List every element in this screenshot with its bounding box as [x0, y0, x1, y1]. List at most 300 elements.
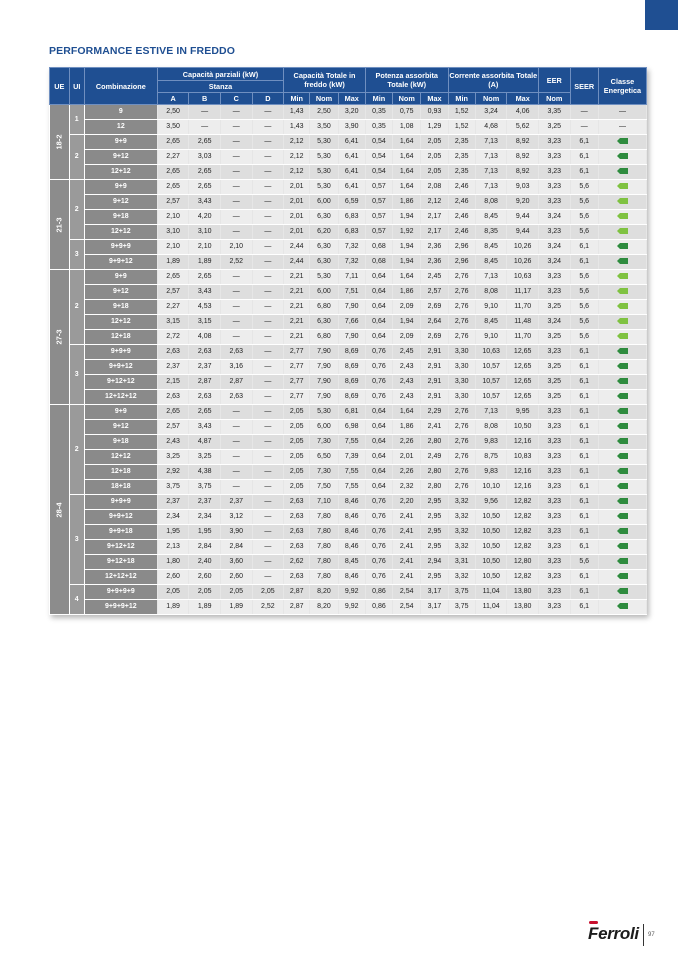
- value-cell: 1,08: [393, 120, 421, 135]
- energy-class-cell: [598, 285, 646, 300]
- value-cell: 6,1: [570, 420, 598, 435]
- table-row: [50, 480, 647, 495]
- combination-cell: 9+9: [84, 270, 157, 285]
- table-row: [50, 600, 647, 615]
- value-cell: 2,43: [393, 390, 421, 405]
- header-corr-max: Max: [507, 93, 539, 105]
- ue-model-label: 27-3: [54, 329, 64, 345]
- energy-class-badge-icon: [617, 168, 628, 174]
- value-cell: 2,05: [284, 450, 310, 465]
- energy-class-badge-icon: [617, 198, 628, 204]
- energy-class-badge-icon: [617, 483, 628, 489]
- value-cell: 13,80: [507, 585, 539, 600]
- value-cell: 4,20: [189, 210, 221, 225]
- performance-table-container: [49, 67, 647, 615]
- value-cell: 2,65: [157, 405, 189, 420]
- value-cell: 2,54: [393, 600, 421, 615]
- header-room-c: C: [220, 93, 252, 105]
- value-cell: 3,12: [220, 510, 252, 525]
- header-pot-nom: Nom: [393, 93, 421, 105]
- value-cell: —: [252, 495, 284, 510]
- value-cell: 6,50: [310, 450, 338, 465]
- energy-class-badge-icon: [617, 288, 628, 294]
- header-seer: SEER: [570, 68, 598, 105]
- value-cell: 3,23: [538, 585, 570, 600]
- value-cell: 8,45: [475, 255, 507, 270]
- value-cell: 2,50: [310, 105, 338, 120]
- value-cell: 9,95: [507, 405, 539, 420]
- value-cell: 0,64: [365, 405, 392, 420]
- value-cell: 3,90: [338, 120, 365, 135]
- value-cell: 2,76: [448, 270, 475, 285]
- energy-class-badge-icon: [617, 468, 628, 474]
- value-cell: 0,57: [365, 195, 392, 210]
- footer-separator: [643, 924, 644, 946]
- value-cell: 7,90: [310, 345, 338, 360]
- value-cell: 10,50: [475, 570, 507, 585]
- value-cell: 6,30: [310, 255, 338, 270]
- energy-class-badge-icon: [617, 513, 628, 519]
- value-cell: 0,64: [365, 285, 392, 300]
- header-cap-min: Min: [284, 93, 310, 105]
- value-cell: 2,27: [157, 150, 189, 165]
- value-cell: 7,10: [310, 495, 338, 510]
- value-cell: 0,64: [365, 450, 392, 465]
- value-cell: —: [220, 210, 252, 225]
- ui-count-cell: 1: [69, 105, 84, 135]
- header-pot-min: Min: [365, 93, 392, 105]
- value-cell: 7,55: [338, 480, 365, 495]
- value-cell: 2,34: [157, 510, 189, 525]
- value-cell: 1,43: [284, 105, 310, 120]
- value-cell: 2,87: [189, 375, 221, 390]
- header-potenza-assorbita: Potenza assorbita Totale (kW): [365, 68, 448, 93]
- value-cell: 12,82: [507, 495, 539, 510]
- value-cell: 2,63: [284, 510, 310, 525]
- energy-class-cell: [598, 495, 646, 510]
- value-cell: 2,37: [157, 495, 189, 510]
- value-cell: 7,51: [338, 285, 365, 300]
- table-row: [50, 510, 647, 525]
- value-cell: 11,04: [475, 600, 507, 615]
- value-cell: 2,45: [421, 270, 448, 285]
- value-cell: 0,57: [365, 210, 392, 225]
- value-cell: 8,45: [475, 240, 507, 255]
- value-cell: 7,55: [338, 435, 365, 450]
- value-cell: 1,95: [157, 525, 189, 540]
- value-cell: 2,21: [284, 285, 310, 300]
- value-cell: 2,57: [157, 420, 189, 435]
- value-cell: 3,23: [538, 150, 570, 165]
- table-row: [50, 435, 647, 450]
- value-cell: 2,17: [421, 210, 448, 225]
- value-cell: —: [252, 570, 284, 585]
- value-cell: —: [220, 120, 252, 135]
- value-cell: 3,25: [538, 360, 570, 375]
- value-cell: 6,1: [570, 600, 598, 615]
- value-cell: 3,25: [538, 390, 570, 405]
- value-cell: 12,65: [507, 360, 539, 375]
- header-corrente-assorbita: Corrente assorbita Totale (A): [448, 68, 538, 93]
- value-cell: —: [252, 465, 284, 480]
- value-cell: 5,30: [310, 165, 338, 180]
- value-cell: 0,64: [365, 420, 392, 435]
- value-cell: 2,05: [284, 420, 310, 435]
- value-cell: 2,87: [220, 375, 252, 390]
- value-cell: 0,54: [365, 150, 392, 165]
- value-cell: 0,76: [365, 525, 392, 540]
- value-cell: 3,43: [189, 195, 221, 210]
- value-cell: 2,76: [448, 465, 475, 480]
- energy-class-cell: [598, 405, 646, 420]
- value-cell: 0,64: [365, 300, 392, 315]
- combination-cell: 9+12: [84, 150, 157, 165]
- value-cell: 1,89: [220, 600, 252, 615]
- energy-class-badge-icon: [617, 573, 628, 579]
- value-cell: —: [252, 285, 284, 300]
- value-cell: 2,13: [157, 540, 189, 555]
- value-cell: 10,63: [475, 345, 507, 360]
- value-cell: 0,76: [365, 510, 392, 525]
- value-cell: 2,60: [157, 570, 189, 585]
- value-cell: 6,00: [310, 195, 338, 210]
- energy-class-cell: [598, 510, 646, 525]
- value-cell: 9,92: [338, 600, 365, 615]
- energy-class-badge-icon: [617, 228, 628, 234]
- value-cell: 6,00: [310, 420, 338, 435]
- energy-class-cell: [598, 270, 646, 285]
- energy-class-badge-icon: [617, 528, 628, 534]
- value-cell: 12,65: [507, 390, 539, 405]
- value-cell: 2,64: [421, 315, 448, 330]
- value-cell: 0,76: [365, 345, 392, 360]
- table-row: [50, 105, 647, 120]
- value-cell: 3,23: [538, 270, 570, 285]
- combination-cell: 12+12+12: [84, 390, 157, 405]
- value-cell: —: [189, 120, 221, 135]
- value-cell: 1,64: [393, 150, 421, 165]
- energy-class-cell: [598, 480, 646, 495]
- table-row: [50, 270, 647, 285]
- value-cell: 2,05: [284, 435, 310, 450]
- value-cell: 7,90: [310, 375, 338, 390]
- value-cell: 7,13: [475, 180, 507, 195]
- value-cell: 6,1: [570, 465, 598, 480]
- value-cell: 12,82: [507, 570, 539, 585]
- energy-class-cell: [598, 195, 646, 210]
- value-cell: 2,63: [284, 495, 310, 510]
- value-cell: 2,43: [157, 435, 189, 450]
- value-cell: 6,41: [338, 135, 365, 150]
- value-cell: 2,96: [448, 255, 475, 270]
- header-pot-max: Max: [421, 93, 448, 105]
- value-cell: 3,10: [157, 225, 189, 240]
- value-cell: 3,23: [538, 555, 570, 570]
- value-cell: 3,75: [448, 600, 475, 615]
- value-cell: 1,64: [393, 135, 421, 150]
- value-cell: 10,57: [475, 390, 507, 405]
- value-cell: 12,82: [507, 540, 539, 555]
- value-cell: 2,21: [284, 300, 310, 315]
- value-cell: 6,1: [570, 150, 598, 165]
- value-cell: 2,72: [157, 330, 189, 345]
- value-cell: 2,65: [189, 180, 221, 195]
- value-cell: 2,84: [220, 540, 252, 555]
- energy-class-cell: [598, 165, 646, 180]
- value-cell: 1,86: [393, 195, 421, 210]
- value-cell: 6,30: [310, 315, 338, 330]
- value-cell: 2,46: [448, 210, 475, 225]
- value-cell: 8,75: [475, 450, 507, 465]
- value-cell: 6,30: [310, 240, 338, 255]
- combination-cell: 9+12+12: [84, 375, 157, 390]
- energy-class-badge-icon: [617, 333, 628, 339]
- energy-class-cell: [598, 210, 646, 225]
- value-cell: 8,45: [338, 555, 365, 570]
- value-cell: 1,89: [157, 255, 189, 270]
- value-cell: 3,17: [421, 600, 448, 615]
- value-cell: 11,04: [475, 585, 507, 600]
- value-cell: 0,76: [365, 360, 392, 375]
- value-cell: 1,64: [393, 270, 421, 285]
- corner-tab: [645, 0, 678, 30]
- value-cell: 0,93: [421, 105, 448, 120]
- value-cell: 2,63: [157, 345, 189, 360]
- ui-count-cell: 2: [69, 405, 84, 495]
- value-cell: 1,95: [189, 525, 221, 540]
- value-cell: 3,23: [538, 345, 570, 360]
- value-cell: 2,62: [284, 555, 310, 570]
- value-cell: 6,41: [338, 165, 365, 180]
- value-cell: 3,10: [189, 225, 221, 240]
- value-cell: 2,43: [393, 360, 421, 375]
- energy-class-cell: [598, 600, 646, 615]
- combination-cell: 9+9+12: [84, 255, 157, 270]
- table-row: [50, 375, 647, 390]
- energy-class-cell: [598, 300, 646, 315]
- value-cell: 6,1: [570, 495, 598, 510]
- value-cell: —: [220, 165, 252, 180]
- value-cell: —: [220, 330, 252, 345]
- combination-cell: 12+12+12: [84, 570, 157, 585]
- value-cell: —: [252, 360, 284, 375]
- value-cell: 2,20: [393, 495, 421, 510]
- value-cell: 3,90: [220, 525, 252, 540]
- value-cell: 6,1: [570, 360, 598, 375]
- value-cell: 3,15: [157, 315, 189, 330]
- energy-class-badge-icon: [617, 438, 628, 444]
- value-cell: 0,64: [365, 435, 392, 450]
- value-cell: 6,1: [570, 135, 598, 150]
- value-cell: 2,84: [189, 540, 221, 555]
- value-cell: 3,75: [189, 480, 221, 495]
- value-cell: 2,63: [284, 570, 310, 585]
- value-cell: —: [252, 375, 284, 390]
- value-cell: 10,50: [475, 525, 507, 540]
- table-row: [50, 465, 647, 480]
- value-cell: 4,53: [189, 300, 221, 315]
- value-cell: 0,64: [365, 465, 392, 480]
- energy-class-badge-icon: [617, 273, 628, 279]
- energy-class-cell: [598, 525, 646, 540]
- value-cell: 2,44: [284, 255, 310, 270]
- value-cell: 2,34: [189, 510, 221, 525]
- value-cell: 2,52: [252, 600, 284, 615]
- value-cell: 9,03: [507, 180, 539, 195]
- value-cell: —: [220, 225, 252, 240]
- value-cell: 3,32: [448, 495, 475, 510]
- value-cell: 5,6: [570, 330, 598, 345]
- value-cell: —: [252, 180, 284, 195]
- value-cell: 10,26: [507, 255, 539, 270]
- value-cell: 6,1: [570, 570, 598, 585]
- value-cell: 3,25: [157, 450, 189, 465]
- value-cell: 0,57: [365, 180, 392, 195]
- value-cell: —: [252, 450, 284, 465]
- value-cell: 8,46: [338, 570, 365, 585]
- value-cell: 1,94: [393, 255, 421, 270]
- combination-cell: 9+12+18: [84, 555, 157, 570]
- energy-class-cell: [598, 360, 646, 375]
- table-row: [50, 120, 647, 135]
- value-cell: —: [220, 105, 252, 120]
- value-cell: 2,41: [393, 525, 421, 540]
- combination-cell: 12+18: [84, 465, 157, 480]
- value-cell: 1,64: [393, 165, 421, 180]
- value-cell: 1,52: [448, 120, 475, 135]
- value-cell: 8,35: [475, 225, 507, 240]
- value-cell: 3,23: [538, 195, 570, 210]
- value-cell: 9,56: [475, 495, 507, 510]
- value-cell: 2,26: [393, 465, 421, 480]
- value-cell: 0,64: [365, 270, 392, 285]
- value-cell: 5,30: [310, 405, 338, 420]
- value-cell: 2,65: [189, 405, 221, 420]
- value-cell: 8,69: [338, 360, 365, 375]
- table-row: [50, 195, 647, 210]
- value-cell: 5,6: [570, 315, 598, 330]
- value-cell: 2,57: [421, 285, 448, 300]
- table-row: [50, 300, 647, 315]
- value-cell: 8,08: [475, 420, 507, 435]
- value-cell: 2,76: [448, 405, 475, 420]
- value-cell: —: [220, 315, 252, 330]
- value-cell: 2,76: [448, 450, 475, 465]
- value-cell: 3,75: [157, 480, 189, 495]
- value-cell: 2,21: [284, 330, 310, 345]
- header-combinazione: Combinazione: [84, 68, 157, 105]
- value-cell: 2,80: [421, 480, 448, 495]
- header-room-b: B: [189, 93, 221, 105]
- value-cell: 2,46: [448, 195, 475, 210]
- value-cell: 3,35: [538, 105, 570, 120]
- value-cell: 2,37: [220, 495, 252, 510]
- value-cell: 6,1: [570, 510, 598, 525]
- value-cell: 0,35: [365, 105, 392, 120]
- ue-model-label: 18-2: [54, 134, 64, 150]
- value-cell: 10,50: [475, 510, 507, 525]
- value-cell: —: [252, 480, 284, 495]
- value-cell: 8,69: [338, 345, 365, 360]
- value-cell: 2,65: [157, 270, 189, 285]
- energy-class-badge-icon: [617, 153, 628, 159]
- value-cell: 2,21: [284, 315, 310, 330]
- header-classe-energetica: Classe Energetica: [598, 68, 646, 105]
- value-cell: 9,10: [475, 330, 507, 345]
- value-cell: 2,29: [421, 405, 448, 420]
- value-cell: 6,59: [338, 195, 365, 210]
- header-eer: EER: [538, 68, 570, 93]
- value-cell: 6,41: [338, 150, 365, 165]
- value-cell: 3,24: [538, 255, 570, 270]
- combination-cell: 9+18: [84, 210, 157, 225]
- value-cell: 3,23: [538, 510, 570, 525]
- value-cell: 2,63: [220, 390, 252, 405]
- value-cell: 2,05: [284, 405, 310, 420]
- header-stanza: Stanza: [157, 81, 283, 93]
- ue-model-cell: [50, 270, 70, 405]
- energy-class-cell: [598, 315, 646, 330]
- value-cell: 3,50: [157, 120, 189, 135]
- ue-model-cell: [50, 105, 70, 180]
- energy-class-cell: [598, 255, 646, 270]
- value-cell: 3,23: [538, 570, 570, 585]
- value-cell: 6,1: [570, 405, 598, 420]
- value-cell: —: [220, 480, 252, 495]
- value-cell: —: [252, 540, 284, 555]
- value-cell: —: [220, 465, 252, 480]
- value-cell: 2,15: [157, 375, 189, 390]
- value-cell: 2,77: [284, 360, 310, 375]
- ferroli-logo: Ferroli: [588, 924, 639, 943]
- ue-model-label: 21-3: [54, 216, 64, 233]
- table-row: [50, 525, 647, 540]
- value-cell: 3,23: [538, 435, 570, 450]
- value-cell: 2,76: [448, 435, 475, 450]
- value-cell: 7,90: [338, 300, 365, 315]
- value-cell: 2,91: [421, 390, 448, 405]
- value-cell: 2,12: [421, 195, 448, 210]
- table-row: [50, 495, 647, 510]
- energy-class-cell: [598, 240, 646, 255]
- value-cell: —: [220, 405, 252, 420]
- value-cell: 3,23: [538, 600, 570, 615]
- value-cell: 3,23: [538, 525, 570, 540]
- value-cell: 3,32: [448, 510, 475, 525]
- value-cell: 2,95: [421, 495, 448, 510]
- value-cell: 5,30: [310, 150, 338, 165]
- value-cell: 6,83: [338, 210, 365, 225]
- value-cell: 2,87: [284, 585, 310, 600]
- value-cell: 0,57: [365, 225, 392, 240]
- value-cell: 7,32: [338, 240, 365, 255]
- value-cell: —: [252, 510, 284, 525]
- value-cell: 7,66: [338, 315, 365, 330]
- value-cell: 2,26: [393, 435, 421, 450]
- header-room-d: D: [252, 93, 284, 105]
- value-cell: 6,1: [570, 435, 598, 450]
- value-cell: 9,10: [475, 300, 507, 315]
- value-cell: —: [252, 255, 284, 270]
- value-cell: —: [220, 300, 252, 315]
- value-cell: 8,92: [507, 165, 539, 180]
- value-cell: 7,80: [310, 510, 338, 525]
- value-cell: —: [252, 165, 284, 180]
- value-cell: 2,12: [284, 135, 310, 150]
- value-cell: 3,24: [538, 315, 570, 330]
- energy-class-cell: —: [598, 105, 646, 120]
- combination-cell: 9+12+12: [84, 540, 157, 555]
